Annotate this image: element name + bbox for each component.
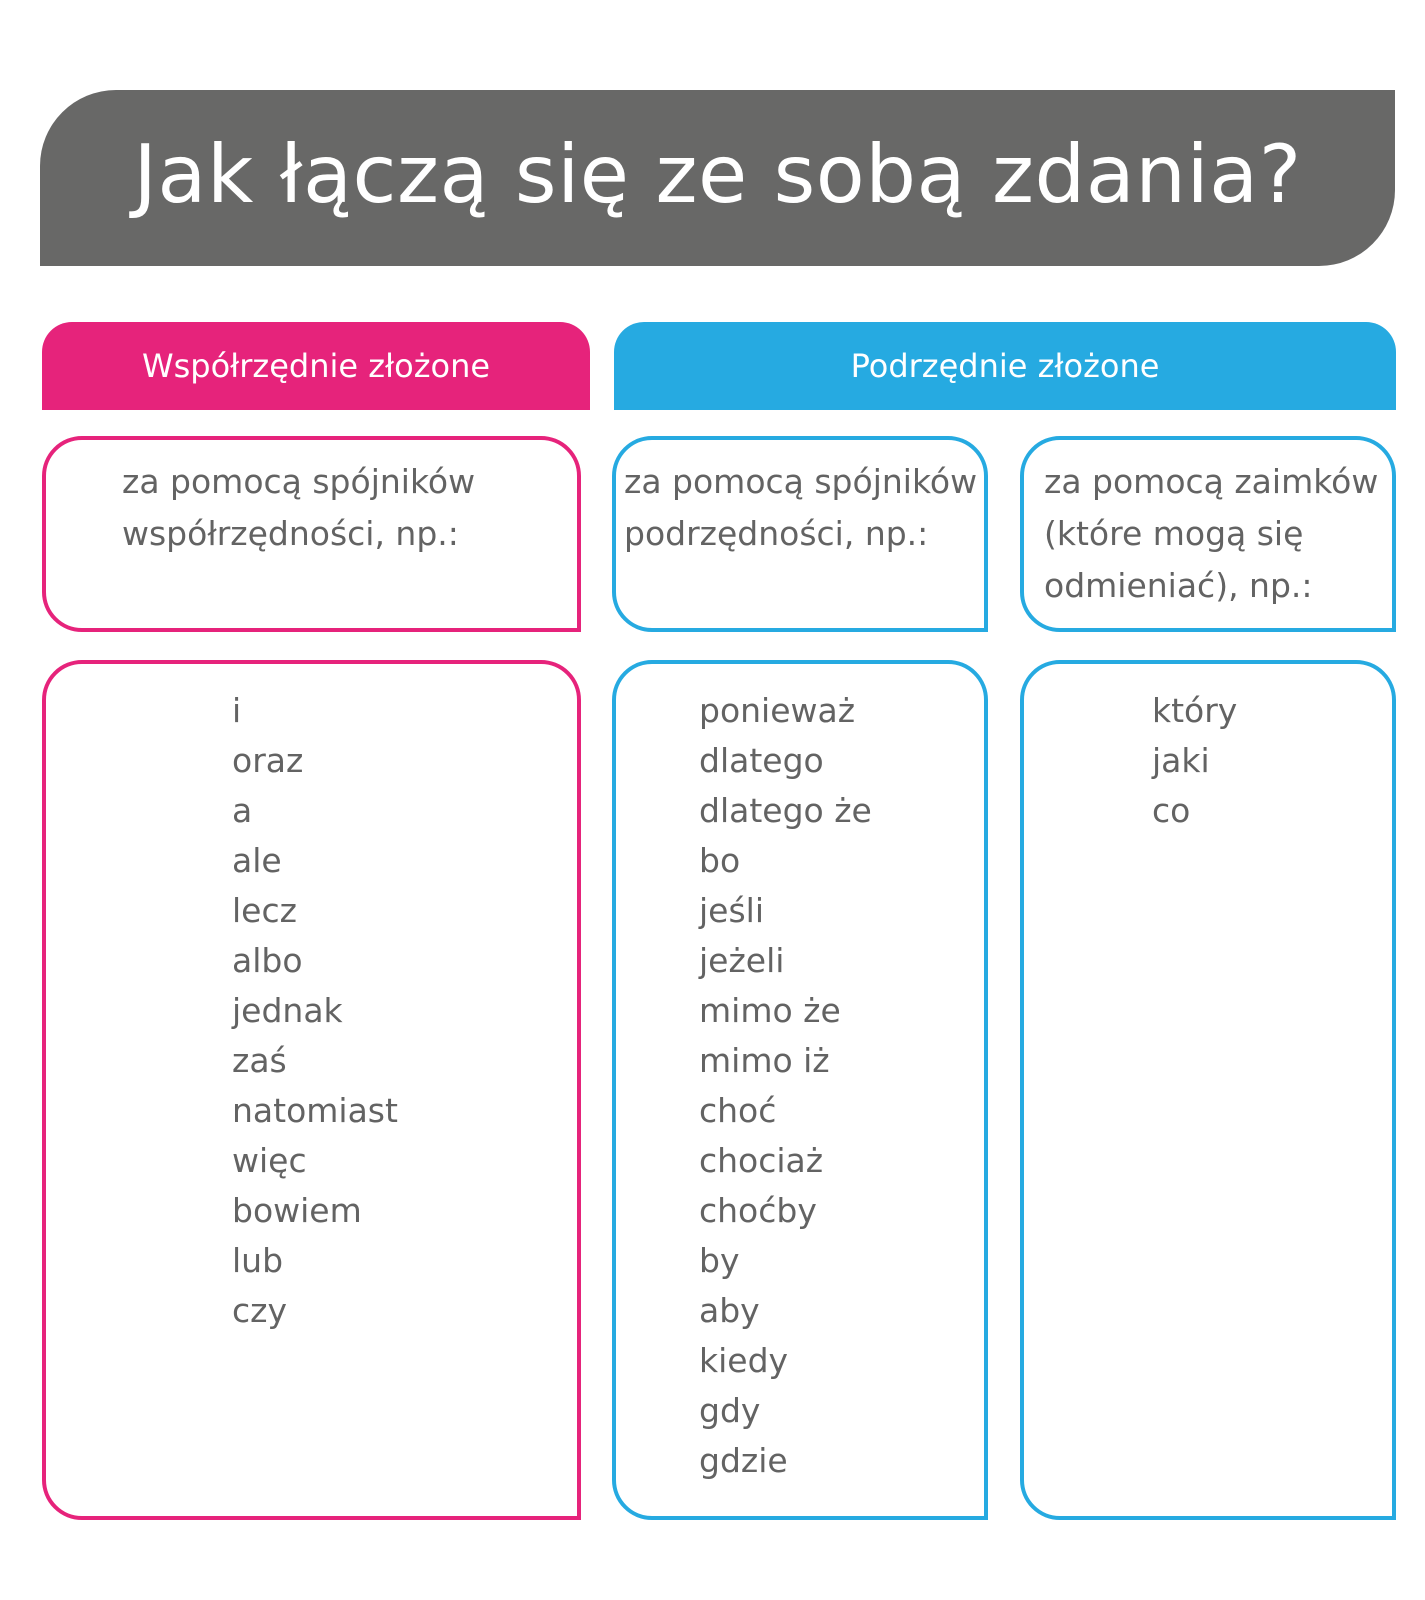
list-item: a [232, 791, 253, 830]
list-item: albo [232, 941, 303, 980]
list-item: gdy [699, 1391, 761, 1430]
list-item: jeśli [699, 891, 765, 930]
list-item: czy [232, 1291, 287, 1330]
list-item: choć [699, 1091, 777, 1130]
list-item: oraz [232, 741, 304, 780]
list-item: dlatego że [699, 791, 872, 830]
pronoun-description: za pomocą zaimków (które mogą się odmieniać), np.: [1044, 462, 1379, 605]
list-item: który [1152, 691, 1238, 730]
list-item: gdzie [699, 1441, 788, 1480]
coordinate-description: za pomocą spójników współrzędności, np.: [122, 462, 476, 553]
subordinate-conjunction-description: za pomocą spójników podrzędności, np.: [624, 462, 978, 553]
list-item: chociaż [699, 1141, 824, 1180]
list-item: ponieważ [699, 691, 856, 730]
list-item: lub [232, 1241, 284, 1280]
list-item: ale [232, 841, 282, 880]
list-item: bowiem [232, 1191, 362, 1230]
pronouns-list [1152, 686, 1237, 836]
list-item: choćby [699, 1191, 817, 1230]
list-item: kiedy [699, 1341, 789, 1380]
list-item: jaki [1152, 741, 1210, 780]
title-banner [40, 90, 1395, 266]
coordinate-header [42, 322, 590, 410]
list-item: więc [232, 1141, 307, 1180]
list-item: mimo iż [699, 1041, 830, 1080]
list-item: jeżeli [699, 941, 785, 980]
list-item: bo [699, 841, 741, 880]
list-item: dlatego [699, 741, 824, 780]
list-item: jednak [232, 991, 343, 1030]
list-item: i [232, 691, 242, 730]
coordinate-header-label: Współrzędnie złożone [141, 347, 491, 385]
subordinate-conjunctions-list [699, 686, 872, 1486]
page-title: Jak łączą się ze sobą zdania? [133, 127, 1302, 221]
list-item: mimo że [699, 991, 841, 1030]
list-item: co [1152, 791, 1191, 830]
list-item: zaś [232, 1041, 287, 1080]
subordinate-header-label: Podrzędnie złożone [850, 347, 1160, 385]
list-item: lecz [232, 891, 297, 930]
list-item: aby [699, 1291, 760, 1330]
list-item: by [699, 1241, 740, 1280]
subordinate-header [614, 322, 1396, 410]
coordinate-conjunctions-list [232, 686, 398, 1336]
list-item: natomiast [232, 1091, 398, 1130]
